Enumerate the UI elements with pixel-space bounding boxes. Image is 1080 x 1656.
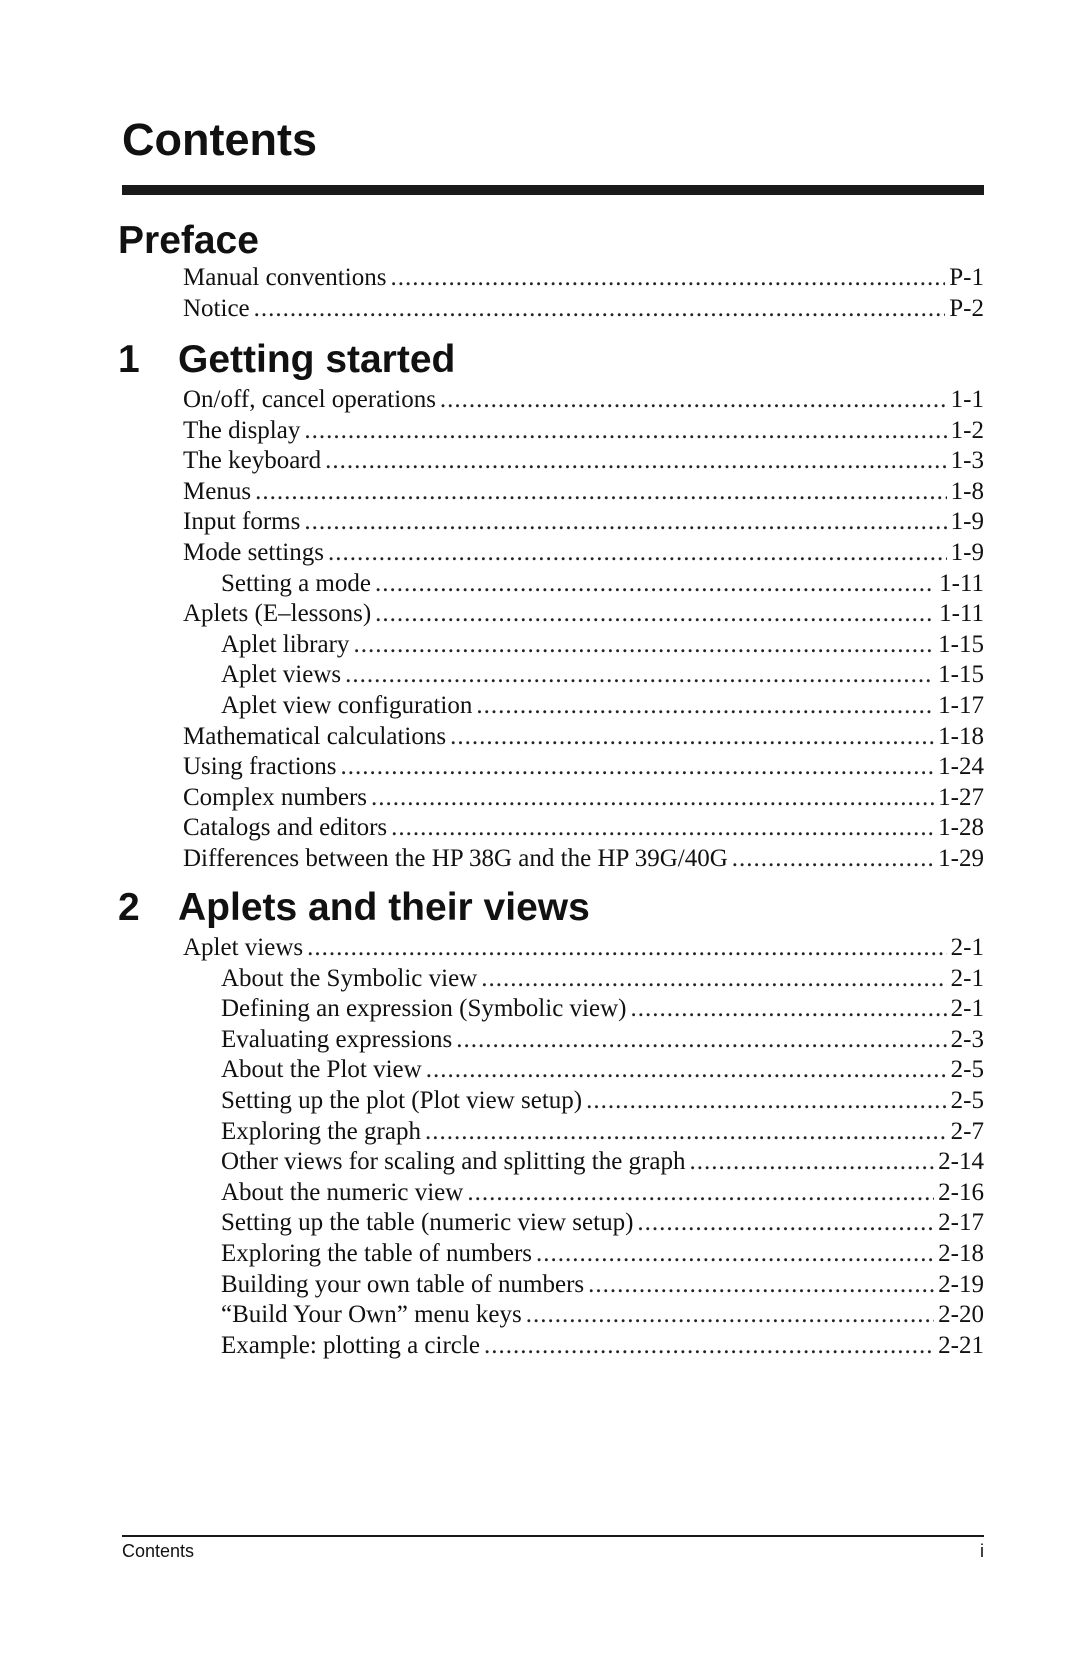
toc-dot-leader [630,993,946,1025]
toc-entry-title: Aplet library [221,631,350,658]
toc-entry[interactable] [183,506,984,538]
toc-entry-title: Manual conventions [183,264,387,291]
toc-entry-title: Mathematical calculations [183,723,447,750]
toc-dot-leader [390,262,945,294]
toc-entry[interactable] [183,293,984,325]
toc-entry[interactable] [183,262,984,294]
toc-dot-leader [304,415,946,447]
footer-label: Contents [122,1541,195,1561]
toc-entry-page: 2-3 [950,1026,984,1053]
toc-dot-leader [426,1054,947,1086]
toc-entry-page: 2-19 [938,1271,984,1298]
toc-entry[interactable] [221,1330,984,1362]
toc-dot-leader [375,568,935,600]
toc-entry[interactable] [221,1177,984,1209]
toc-entry-page: P-2 [949,295,984,322]
toc-dot-leader [345,659,934,691]
toc-entry-page: 2-14 [938,1148,984,1175]
toc-entry-page: 1-28 [938,814,984,841]
toc-entry-title: Building your own table of numbers [221,1271,585,1298]
toc-entry[interactable] [183,384,984,416]
toc-entry-title: About the numeric view [221,1179,464,1206]
toc-entry-page: 2-1 [950,934,984,961]
toc-entry[interactable] [183,598,984,630]
toc-entry[interactable] [221,1207,984,1239]
toc-entry[interactable] [183,843,984,875]
toc-entry[interactable] [221,659,984,691]
toc-entry-title: Complex numbers [183,784,368,811]
toc-entry-page: 1-15 [938,631,984,658]
toc-entry[interactable] [183,415,984,447]
toc-dot-leader [254,293,946,325]
toc-dot-leader [456,1024,946,1056]
footer-page-number: i [980,1541,984,1561]
toc-entry-title: The keyboard [183,447,322,474]
toc-dot-leader [307,932,947,964]
toc-entry-page: 1-29 [938,845,984,872]
toc-dot-leader [371,782,934,814]
toc-entry[interactable] [221,1054,984,1086]
toc-entry[interactable] [221,690,984,722]
toc-entry-title: On/off, cancel operations [183,386,436,413]
toc-dot-leader [304,506,946,538]
section-title: Aplets and their views [178,886,590,929]
toc-entry-page: P-1 [949,264,984,291]
toc-entry[interactable] [221,1299,984,1331]
toc-entry-page: 2-18 [938,1240,984,1267]
toc-entry[interactable] [221,963,984,995]
toc-entry[interactable] [221,568,984,600]
toc-dot-leader [476,690,934,722]
toc-entry-page: 1-11 [939,600,984,627]
toc-entry[interactable] [183,751,984,783]
toc-entry-title: Setting a mode [221,570,371,597]
page-title: Contents [122,114,317,165]
toc-entry-page: 1-17 [938,692,984,719]
toc-entry-title: Other views for scaling and splitting the graph [221,1148,686,1175]
toc-entry-title: Evaluating expressions [221,1026,453,1053]
toc-entry-title: Setting up the table (numeric view setup) [221,1209,634,1236]
toc-entry-page: 2-21 [938,1332,984,1359]
toc-dot-leader [637,1207,934,1239]
toc-dot-leader [375,598,935,630]
toc-entry-page: 2-1 [950,965,984,992]
toc-entry-title: About the Plot view [221,1056,422,1083]
toc-entry-page: 2-1 [950,995,984,1022]
toc-entry-title: Setting up the plot (Plot view setup) [221,1087,583,1114]
toc-entry-title: Using fractions [183,753,337,780]
toc-entry[interactable] [221,1269,984,1301]
toc-entry[interactable] [221,1238,984,1270]
toc-entry[interactable] [221,993,984,1025]
toc-dot-leader [425,1116,947,1148]
toc-entry-title: Mode settings [183,539,324,566]
toc-entry-title: Example: plotting a circle [221,1332,480,1359]
section-number: 2 [118,886,140,929]
toc-dot-leader [340,751,934,783]
toc-entry-page: 2-20 [938,1301,984,1328]
toc-dot-leader [481,963,946,995]
toc-dot-leader [526,1299,934,1331]
section-title: Getting started [178,338,456,381]
toc-entry-page: 1-2 [950,417,984,444]
toc-dot-leader [588,1269,934,1301]
toc-entry[interactable] [183,932,984,964]
toc-dot-leader [391,812,934,844]
toc-entry-page: 1-3 [950,447,984,474]
toc-entry-title: Input forms [183,508,301,535]
toc-entry[interactable] [221,1085,984,1117]
footer-rule [122,1535,984,1537]
toc-dot-leader [586,1085,947,1117]
toc-entry[interactable] [183,445,984,477]
toc-entry[interactable] [183,812,984,844]
toc-entry[interactable] [183,721,984,753]
toc-entry-page: 2-5 [950,1056,984,1083]
toc-entry-page: 1-9 [950,508,984,535]
toc-entry[interactable] [221,1146,984,1178]
toc-dot-leader [536,1238,934,1270]
toc-dot-leader [732,843,934,875]
toc-entry-title: Differences between the HP 38G and the HP 39G/40G [183,845,728,872]
toc-dot-leader [328,537,947,569]
toc-entry-page: 1-8 [950,478,984,505]
toc-entry-page: 1-11 [939,570,984,597]
toc-entry[interactable] [221,1024,984,1056]
toc-entry-page: 2-16 [938,1179,984,1206]
toc-entry-page: 2-7 [950,1118,984,1145]
toc-entry[interactable] [183,782,984,814]
toc-entry-title: About the Symbolic view [221,965,478,992]
toc-dot-leader [440,384,947,416]
toc-dot-leader [467,1177,934,1209]
toc-entry[interactable] [183,476,984,508]
toc-dot-leader [255,476,947,508]
toc-dot-leader [484,1330,934,1362]
toc-dot-leader [450,721,934,753]
toc-entry-page: 1-24 [938,753,984,780]
section-title: Preface [118,219,259,262]
toc-entry-title: Menus [183,478,252,505]
toc-dot-leader [689,1146,934,1178]
toc-entry-page: 1-15 [938,661,984,688]
toc-entry-title: Exploring the graph [221,1118,421,1145]
toc-entry-page: 2-17 [938,1209,984,1236]
toc-entry[interactable] [221,629,984,661]
toc-entry-title: Aplet views [221,661,342,688]
toc-entry-page: 1-18 [938,723,984,750]
toc-entry[interactable] [183,537,984,569]
toc-entry-page: 2-5 [950,1087,984,1114]
toc-entry-title: The display [183,417,301,444]
toc-entry-title: Aplets (E–lessons) [183,600,372,627]
section-number: 1 [118,338,140,381]
toc-entry-title: Aplet view configuration [221,692,473,719]
toc-entry-page: 1-27 [938,784,984,811]
toc-entry-title: Notice [183,295,250,322]
toc-entry-title: Aplet views [183,934,304,961]
toc-entry-page: 1-9 [950,539,984,566]
toc-entry[interactable] [221,1116,984,1148]
toc-entry-title: “Build Your Own” menu keys [221,1301,522,1328]
toc-entry-title: Exploring the table of numbers [221,1240,533,1267]
toc-dot-leader [325,445,947,477]
title-rule [122,185,984,195]
toc-entry-page: 1-1 [950,386,984,413]
toc-entry-title: Defining an expression (Symbolic view) [221,995,627,1022]
toc-dot-leader [353,629,934,661]
toc-entry-title: Catalogs and editors [183,814,388,841]
